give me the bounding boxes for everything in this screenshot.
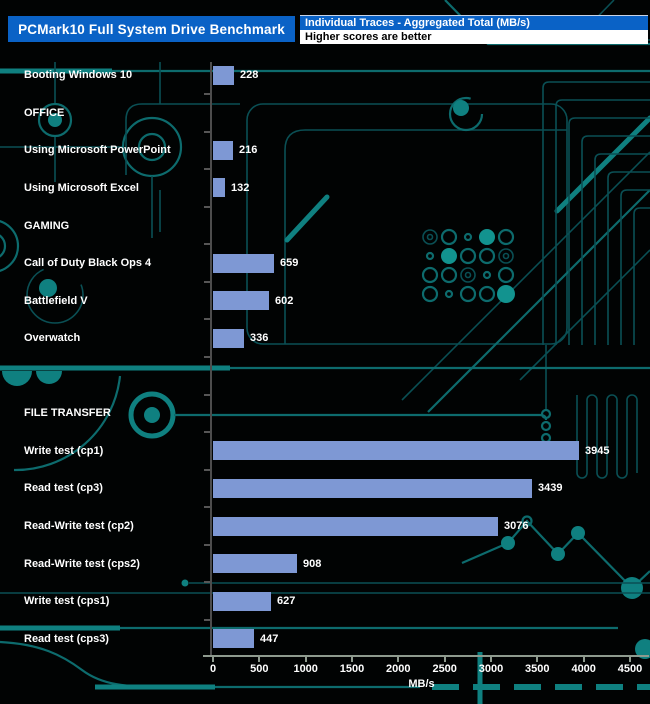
x-tick-label: 4000 (571, 663, 596, 675)
bar-value-label: 447 (260, 632, 279, 645)
value-axis-line (210, 62, 212, 657)
chart-subtitle-box (300, 15, 648, 44)
category-label: Write test (cps1) (24, 595, 110, 608)
bar-value-label: 216 (239, 144, 258, 157)
x-tick-label: 1500 (339, 663, 365, 675)
chart-subtitle: Individual Traces - Aggregated Total (MB/s) (300, 15, 648, 30)
category-label: Write test (cp1) (24, 444, 104, 457)
value-axis-tick (204, 356, 210, 358)
bar-value-label: 659 (280, 257, 299, 269)
category-label: Using Microsoft PowerPoint (24, 144, 171, 157)
x-tick-label: 1000 (293, 663, 318, 675)
value-axis-tick (204, 318, 210, 320)
category-label: Call of Duty Black Ops 4 (24, 257, 152, 269)
value-axis-tick (204, 506, 210, 508)
section-label: OFFICE (24, 106, 65, 119)
bar-value-label: 602 (275, 294, 294, 307)
bar (213, 66, 234, 85)
value-axis-tick (204, 281, 210, 283)
x-axis-title: MB/s (408, 678, 435, 690)
value-axis-tick (204, 581, 210, 583)
bar-value-label: 336 (250, 332, 269, 345)
bar-value-label: 228 (240, 69, 259, 82)
x-tick-label: 4500 (617, 663, 643, 675)
bar (213, 517, 498, 536)
chart-note: Higher scores are better (300, 30, 648, 44)
value-axis-tick (204, 206, 210, 208)
value-axis-tick (204, 93, 210, 95)
bar (213, 592, 271, 611)
category-label: Read test (cps3) (24, 632, 109, 645)
section-label: FILE TRANSFER (24, 407, 111, 420)
bar (213, 479, 532, 498)
bar (213, 254, 274, 273)
category-label: Read-Write test (cps2) (24, 557, 140, 570)
bar-value-label: 627 (277, 595, 296, 608)
x-tick-label: 3500 (525, 663, 550, 675)
bar (213, 554, 297, 573)
category-label: Using Microsoft Excel (24, 181, 139, 194)
bar (213, 629, 254, 648)
category-label: Read test (cp3) (24, 482, 103, 495)
bar-value-label: 3076 (504, 520, 529, 532)
category-label: Overwatch (24, 332, 81, 345)
value-axis-tick (204, 431, 210, 433)
bar-value-label: 132 (231, 181, 250, 194)
x-tick-label: 2500 (432, 663, 457, 675)
x-tick-label: 3000 (478, 663, 504, 675)
x-tick-label: 500 (250, 663, 269, 675)
bar (213, 329, 244, 348)
bar (213, 141, 233, 160)
value-axis-tick (204, 544, 210, 546)
section-label: GAMING (24, 219, 70, 232)
x-tick-label: 0 (209, 663, 217, 675)
value-axis-tick (204, 394, 210, 396)
bar-value-label: 3439 (538, 482, 563, 495)
value-axis-tick (204, 619, 210, 621)
value-axis-tick (204, 469, 210, 471)
chart-title: PCMark10 Full System Drive Benchmark (18, 21, 285, 37)
x-tick-label: 2000 (386, 663, 411, 675)
category-label: Battlefield V (24, 294, 88, 307)
category-label: Read-Write test (cp2) (24, 520, 134, 532)
bar (213, 441, 579, 460)
bar (213, 178, 225, 197)
bar-value-label: 908 (303, 557, 322, 570)
value-axis-tick (204, 168, 210, 170)
category-label: Booting Windows 10 (24, 69, 133, 82)
bar (213, 291, 269, 310)
value-axis-tick (204, 131, 210, 133)
chart-title-box (8, 16, 295, 42)
value-axis-tick (204, 243, 210, 245)
bar-value-label: 3945 (585, 444, 610, 457)
